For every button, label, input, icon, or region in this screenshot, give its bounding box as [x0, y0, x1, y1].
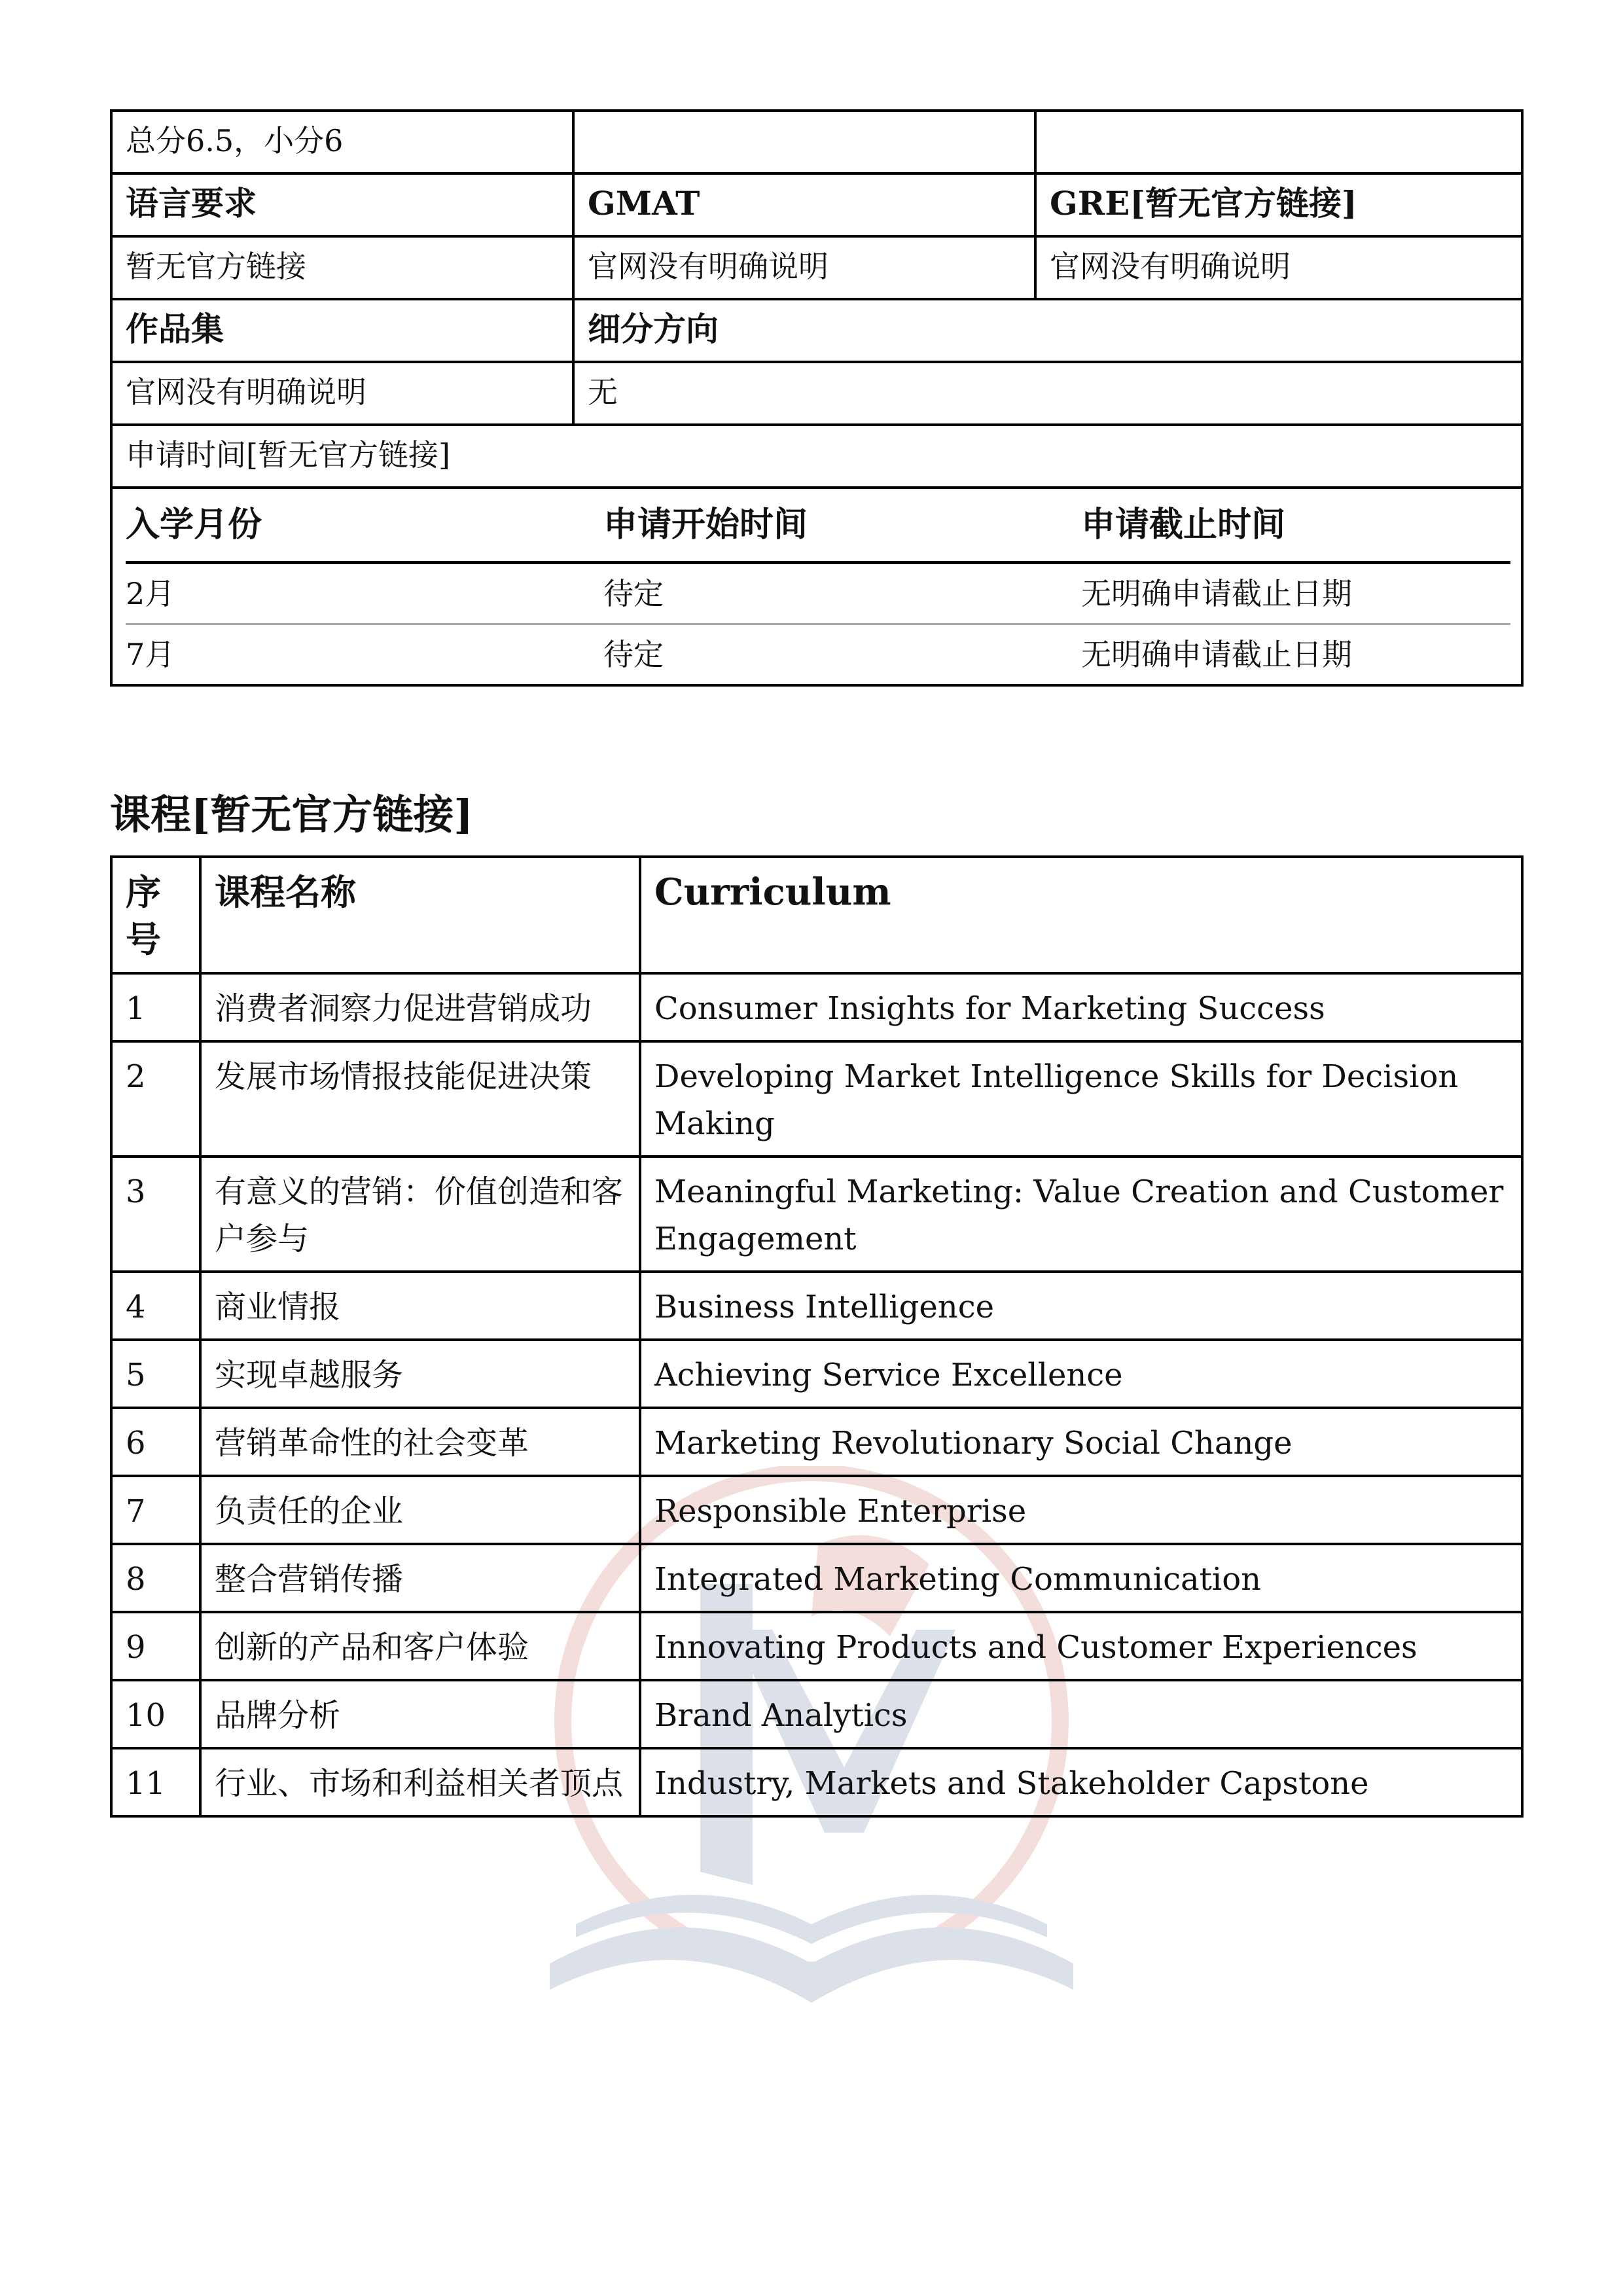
table-cell: 创新的产品和客户体验 [200, 1612, 640, 1680]
table-cell: 2 [111, 1041, 200, 1157]
table-header-cell: Curriculum [640, 857, 1522, 973]
table-row [111, 1157, 1522, 1272]
table-row [111, 488, 1522, 685]
table-cell: Meaningful Marketing: Value Creation and Customer Engagement [640, 1157, 1522, 1272]
table-cell: 官网没有明确说明 [573, 236, 1035, 299]
table-cell: 9 [111, 1612, 200, 1680]
table-cell: Business Intelligence [640, 1272, 1522, 1340]
table-cell: 总分6.5，小分6 [111, 111, 573, 173]
timeline-row [126, 625, 1510, 684]
table-cell: 5 [111, 1340, 200, 1408]
table-cell [1035, 111, 1522, 173]
table-header-cell: 作品集 [111, 299, 573, 362]
table-row [111, 1680, 1522, 1748]
table-cell: Achieving Service Excellence [640, 1340, 1522, 1408]
table-cell: 整合营销传播 [200, 1544, 640, 1612]
application-timeline [111, 488, 1522, 685]
table-cell: 暂无官方链接 [111, 236, 573, 299]
table-row [111, 173, 1522, 236]
timeline-cell: 7月 [126, 637, 175, 672]
table-cell: 7 [111, 1476, 200, 1544]
table-cell [573, 111, 1035, 173]
curriculum-table [110, 855, 1524, 1818]
table-cell: 商业情报 [200, 1272, 640, 1340]
timeline-header-row [126, 489, 1510, 564]
table-row [111, 1408, 1522, 1476]
table-cell: 实现卓越服务 [200, 1340, 640, 1408]
timeline-header: 入学月份 [126, 504, 262, 545]
timeline-cell: 无明确申请截止日期 [1081, 637, 1352, 672]
table-cell: Marketing Revolutionary Social Change [640, 1408, 1522, 1476]
table-cell: 发展市场情报技能促进决策 [200, 1041, 640, 1157]
table-cell: 官网没有明确说明 [111, 362, 573, 425]
table-row [111, 1340, 1522, 1408]
table-row [111, 1612, 1522, 1680]
table-row [111, 236, 1522, 299]
table-cell: 无 [573, 362, 1522, 425]
table-header-cell: GMAT [573, 173, 1035, 236]
table-header-row [111, 857, 1522, 973]
table-cell: 1 [111, 973, 200, 1041]
table-row [111, 299, 1522, 362]
table-cell: 10 [111, 1680, 200, 1748]
table-row [111, 1041, 1522, 1157]
table-cell: Developing Market Intelligence Skills for Decision Making [640, 1041, 1522, 1157]
table-row [111, 362, 1522, 425]
table-cell: Integrated Marketing Communication [640, 1544, 1522, 1612]
timeline-cell: 待定 [603, 576, 664, 611]
requirements-table [110, 109, 1524, 687]
table-cell: 3 [111, 1157, 200, 1272]
table-header-cell: 序号 [111, 857, 200, 973]
table-row [111, 1544, 1522, 1612]
table-row [111, 973, 1522, 1041]
timeline-cell: 无明确申请截止日期 [1081, 576, 1352, 611]
table-cell: 4 [111, 1272, 200, 1340]
table-cell: 营销革命性的社会变革 [200, 1408, 640, 1476]
table-cell: 官网没有明确说明 [1035, 236, 1522, 299]
timeline-cell: 待定 [603, 637, 664, 672]
table-cell: 有意义的营销：价值创造和客户参与 [200, 1157, 640, 1272]
table-row [111, 1476, 1522, 1544]
table-cell: Innovating Products and Customer Experiences [640, 1612, 1522, 1680]
timeline-cell: 2月 [126, 576, 175, 611]
table-cell: 负责任的企业 [200, 1476, 640, 1544]
table-row [111, 425, 1522, 488]
table-header-cell: 细分方向 [573, 299, 1522, 362]
table-cell: 6 [111, 1408, 200, 1476]
table-header-cell: GRE[暂无官方链接] [1035, 173, 1522, 236]
table-cell: 行业、市场和利益相关者顶点 [200, 1748, 640, 1816]
table-cell: 消费者洞察力促进营销成功 [200, 973, 640, 1041]
timeline-header: 申请截止时间 [1081, 504, 1286, 545]
timeline-row [126, 564, 1510, 625]
section-title: 课程[暂无官方链接] [110, 791, 473, 838]
timeline-inner-table [113, 489, 1521, 684]
table-header-cell: 课程名称 [200, 857, 640, 973]
table-cell: Industry, Markets and Stakeholder Capstone [640, 1748, 1522, 1816]
table-row [111, 1272, 1522, 1340]
table-row [111, 111, 1522, 173]
table-row [111, 1748, 1522, 1816]
table-cell: 品牌分析 [200, 1680, 640, 1748]
table-cell: 11 [111, 1748, 200, 1816]
timeline-header: 申请开始时间 [603, 504, 808, 545]
table-cell: Responsible Enterprise [640, 1476, 1522, 1544]
table-cell: 申请时间[暂无官方链接] [111, 425, 1522, 488]
table-cell: Consumer Insights for Marketing Success [640, 973, 1522, 1041]
table-cell: Brand Analytics [640, 1680, 1522, 1748]
table-header-cell: 语言要求 [111, 173, 573, 236]
table-cell: 8 [111, 1544, 200, 1612]
